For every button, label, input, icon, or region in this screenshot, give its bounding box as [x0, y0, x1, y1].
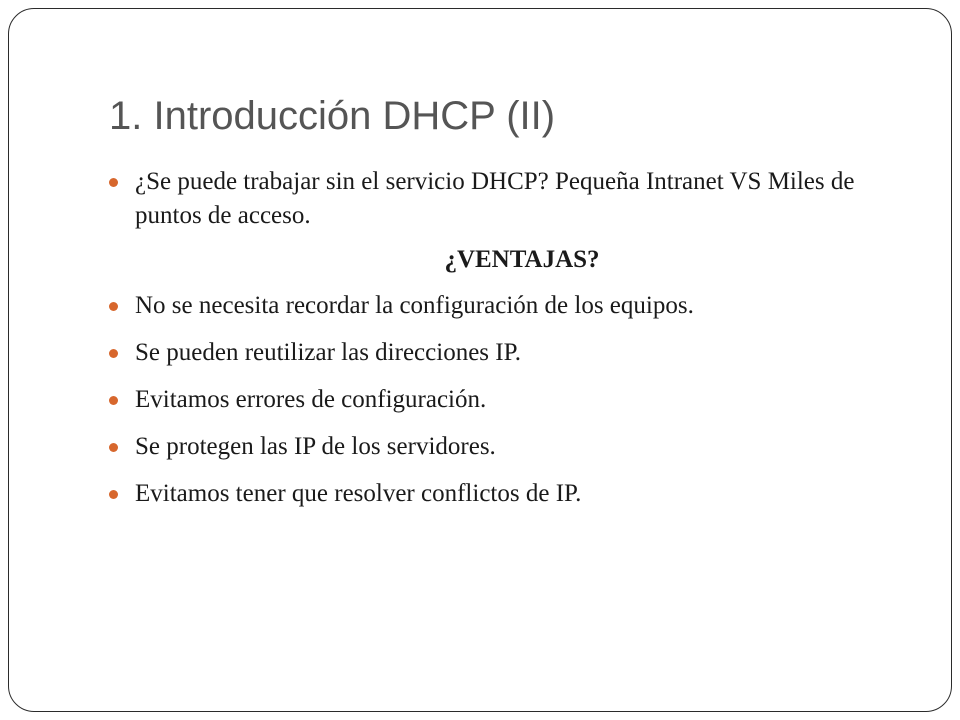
bullet-advantage [109, 477, 909, 511]
bullet-text: Se protegen las IP de los servidores. [135, 433, 496, 460]
bullet-advantage [109, 289, 909, 323]
slide-body [109, 165, 909, 524]
slide-title: 1. Introducción DHCP (II) [109, 94, 556, 138]
bullet-dot-icon [109, 396, 118, 405]
bullet-dot-icon [109, 443, 118, 452]
slide [8, 8, 952, 712]
bullet-text: No se necesita recordar la configuración de los equipos. [135, 292, 694, 319]
bullet-dot-icon [109, 349, 118, 358]
bullet-advantage [109, 336, 909, 370]
bullet-intro [109, 165, 909, 233]
bullet-text: Evitamos tener que resolver conflictos de IP. [135, 480, 582, 507]
bullet-text: ¿Se puede trabajar sin el servicio DHCP? Pequeña Intranet VS Miles de puntos de acceso. [135, 168, 855, 229]
bullet-dot-icon [109, 178, 118, 187]
bullet-advantage [109, 383, 909, 417]
bullet-text: Evitamos errores de configuración. [135, 386, 487, 413]
bullet-dot-icon [109, 302, 118, 311]
bullet-dot-icon [109, 490, 118, 499]
bullet-text: Se pueden reutilizar las direcciones IP. [135, 339, 521, 366]
advantages-heading: ¿VENTAJAS? [444, 246, 600, 273]
bullet-advantage [109, 430, 909, 464]
